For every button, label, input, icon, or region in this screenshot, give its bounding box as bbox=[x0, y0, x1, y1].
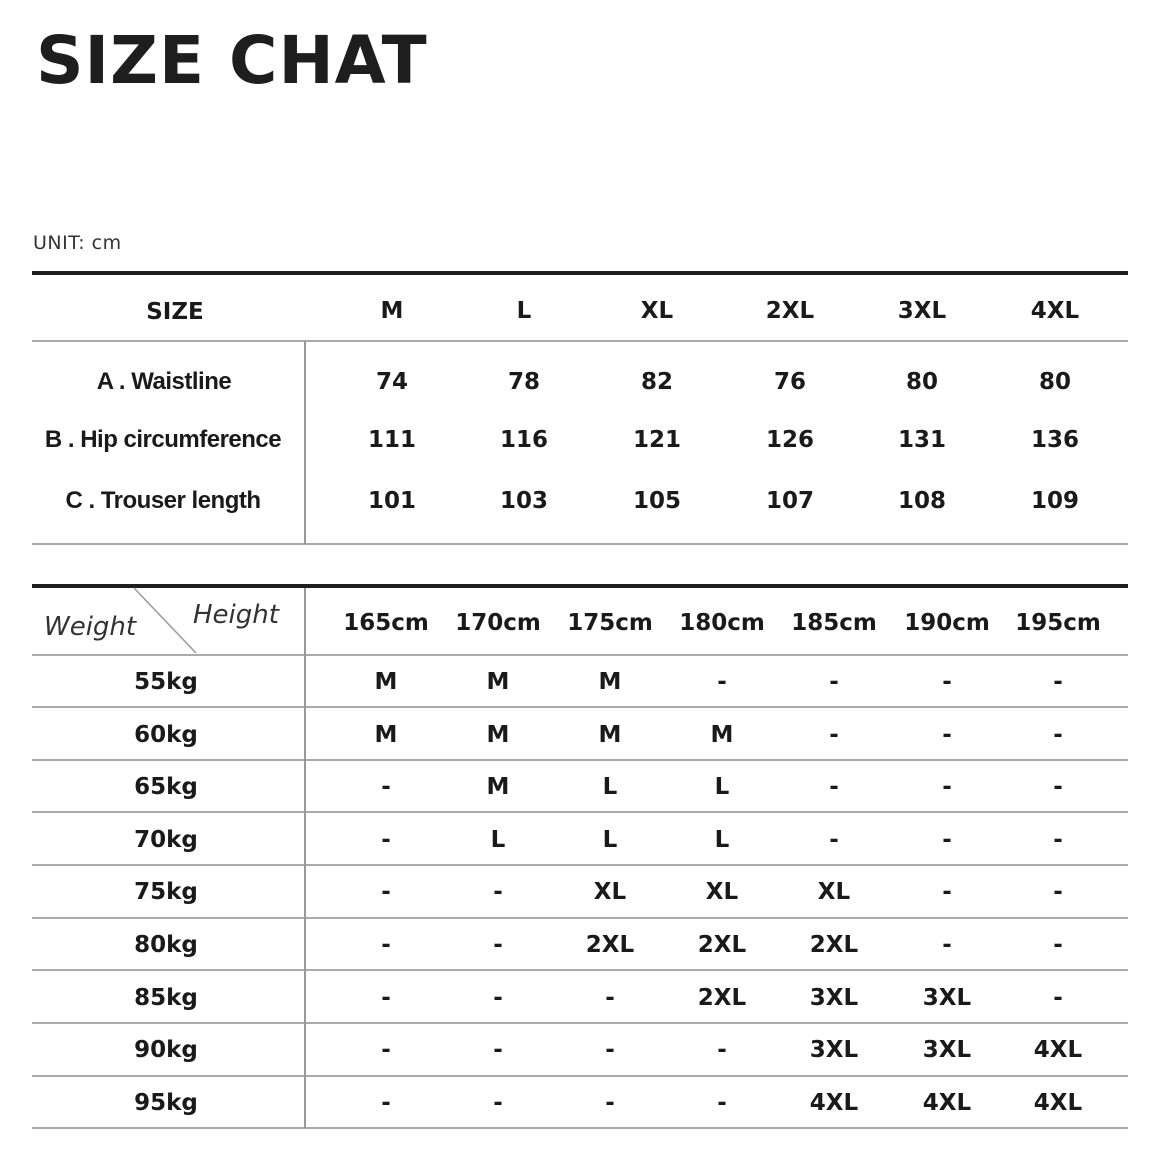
fit-cell: - bbox=[1053, 669, 1063, 695]
fit-cell: - bbox=[717, 1037, 727, 1064]
fit-cell: 3XL bbox=[809, 1037, 859, 1064]
fit-cell: - bbox=[381, 774, 391, 801]
weight-row-label: 80kg bbox=[134, 932, 198, 958]
fit-cell: M bbox=[486, 721, 510, 748]
fit-cell: - bbox=[717, 669, 727, 695]
fit-cell: - bbox=[717, 1089, 727, 1116]
fit-cell: - bbox=[493, 932, 503, 958]
height-axis-label: Height bbox=[193, 600, 279, 630]
weight-row-label: 60kg bbox=[134, 721, 198, 748]
height-header-165cm: 165cm bbox=[343, 610, 429, 636]
fit-cell: 2XL bbox=[585, 932, 635, 958]
fit-cell: L bbox=[490, 826, 506, 853]
fit-cell: L bbox=[714, 774, 730, 801]
fit-cell: - bbox=[1053, 721, 1063, 748]
fit-cell: - bbox=[493, 984, 503, 1011]
measure-cell: 111 bbox=[367, 427, 417, 453]
fit-cell: XL bbox=[705, 879, 739, 906]
fit-cell: - bbox=[493, 879, 503, 906]
fit-cell: 4XL bbox=[1033, 1089, 1083, 1116]
fit-cell: - bbox=[942, 932, 952, 958]
size-header-4xl: 4XL bbox=[1030, 298, 1080, 324]
fit-cell: - bbox=[605, 1037, 615, 1064]
fit-cell: - bbox=[1053, 984, 1063, 1011]
measure-cell: 101 bbox=[367, 488, 417, 514]
weight-row-label: 75kg bbox=[134, 879, 198, 906]
fit-cell: 2XL bbox=[697, 932, 747, 958]
fit-cell: L bbox=[602, 774, 618, 801]
fit-cell: - bbox=[942, 669, 952, 695]
fit-cell: - bbox=[942, 826, 952, 853]
fit-cell: - bbox=[829, 721, 839, 748]
measure-cell: 74 bbox=[375, 369, 409, 395]
fit-cell: 3XL bbox=[922, 1037, 972, 1064]
fit-cell: 3XL bbox=[809, 984, 859, 1011]
fit-cell: - bbox=[829, 669, 839, 695]
measure-cell: 108 bbox=[897, 488, 947, 514]
height-header-180cm: 180cm bbox=[679, 610, 765, 636]
fit-cell: M bbox=[710, 721, 734, 748]
fit-cell: 2XL bbox=[809, 932, 859, 958]
size-header-xl: XL bbox=[640, 298, 674, 324]
measure-cell: 136 bbox=[1030, 427, 1080, 453]
measure-header-size: SIZE bbox=[146, 299, 204, 325]
measure-cell: 82 bbox=[640, 369, 674, 395]
fit-cell: - bbox=[1053, 826, 1063, 853]
fit-cell: L bbox=[602, 826, 618, 853]
measure-cell: 126 bbox=[765, 427, 815, 453]
size-header-m: M bbox=[380, 298, 404, 324]
fit-cell: M bbox=[374, 669, 398, 695]
measure-row-label: A . Waistline bbox=[96, 368, 232, 395]
fit-cell: M bbox=[374, 721, 398, 748]
fit-cell: - bbox=[829, 774, 839, 801]
measure-cell: 80 bbox=[905, 369, 939, 395]
weight-row-label: 90kg bbox=[134, 1037, 198, 1064]
unit-label: UNIT: cm bbox=[33, 232, 122, 254]
fit-cell: - bbox=[829, 826, 839, 853]
fit-cell: XL bbox=[593, 879, 627, 906]
size-header-3xl: 3XL bbox=[897, 298, 947, 324]
fit-cell: - bbox=[493, 1089, 503, 1116]
fit-cell: - bbox=[381, 1089, 391, 1116]
measure-cell: 116 bbox=[499, 427, 549, 453]
height-header-185cm: 185cm bbox=[791, 610, 877, 636]
fit-cell: 4XL bbox=[1033, 1037, 1083, 1064]
weight-row-label: 55kg bbox=[134, 669, 198, 695]
fit-cell: M bbox=[486, 669, 510, 695]
fit-cell: 3XL bbox=[922, 984, 972, 1011]
fit-cell: M bbox=[486, 774, 510, 801]
fit-cell: 4XL bbox=[809, 1089, 859, 1116]
measure-cell: 107 bbox=[765, 488, 815, 514]
measure-cell: 78 bbox=[507, 369, 541, 395]
fit-cell: - bbox=[381, 1037, 391, 1064]
height-header-175cm: 175cm bbox=[567, 610, 653, 636]
fit-cell: - bbox=[381, 826, 391, 853]
fit-cell: - bbox=[1053, 879, 1063, 906]
fit-cell: - bbox=[942, 879, 952, 906]
measure-row-label: C . Trouser length bbox=[65, 487, 261, 514]
height-header-190cm: 190cm bbox=[904, 610, 990, 636]
measure-row-label: B . Hip circumference bbox=[44, 426, 282, 453]
fit-cell: M bbox=[598, 669, 622, 695]
page-title: SIZE CHAT bbox=[36, 22, 428, 99]
fit-cell: - bbox=[942, 774, 952, 801]
weight-axis-label: Weight bbox=[44, 612, 137, 642]
size-header-l: L bbox=[516, 298, 532, 324]
fit-cell: - bbox=[1053, 774, 1063, 801]
measure-cell: 103 bbox=[499, 488, 549, 514]
measure-cell: 109 bbox=[1030, 488, 1080, 514]
fit-cell: - bbox=[381, 932, 391, 958]
measure-cell: 131 bbox=[897, 427, 947, 453]
measure-cell: 76 bbox=[773, 369, 807, 395]
fit-cell: - bbox=[942, 721, 952, 748]
fit-cell: - bbox=[1053, 932, 1063, 958]
height-header-195cm: 195cm bbox=[1015, 610, 1101, 636]
fit-cell: L bbox=[714, 826, 730, 853]
weight-row-label: 95kg bbox=[134, 1089, 198, 1116]
height-header-170cm: 170cm bbox=[455, 610, 541, 636]
size-header-2xl: 2XL bbox=[765, 298, 815, 324]
fit-cell: 2XL bbox=[697, 984, 747, 1011]
measure-cell: 80 bbox=[1038, 369, 1072, 395]
measure-cell: 105 bbox=[632, 488, 682, 514]
fit-cell: XL bbox=[817, 879, 851, 906]
fit-cell: - bbox=[381, 879, 391, 906]
fit-cell: - bbox=[493, 1037, 503, 1064]
fit-cell: 4XL bbox=[922, 1089, 972, 1116]
weight-row-label: 65kg bbox=[134, 774, 198, 801]
fit-cell: - bbox=[605, 984, 615, 1011]
fit-cell: M bbox=[598, 721, 622, 748]
fit-cell: - bbox=[381, 984, 391, 1011]
weight-row-label: 85kg bbox=[134, 984, 198, 1011]
weight-row-label: 70kg bbox=[134, 826, 198, 853]
fit-cell: - bbox=[605, 1089, 615, 1116]
measure-cell: 121 bbox=[632, 427, 682, 453]
